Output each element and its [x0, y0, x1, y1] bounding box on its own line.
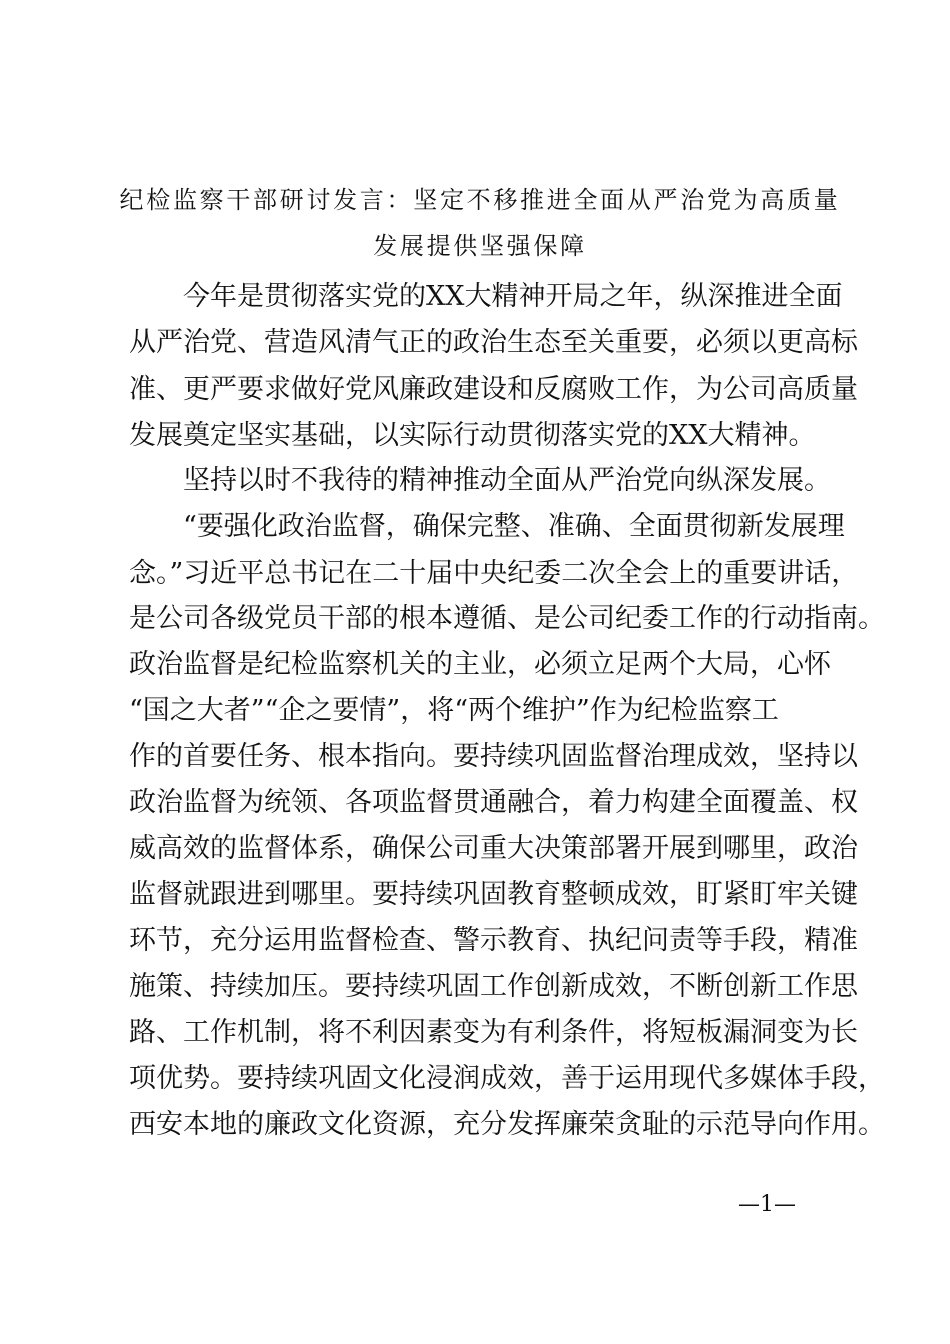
section-heading-line: 坚持以时不我待的精神推动全面从严治党向纵深发展。 — [183, 465, 831, 496]
paragraph-line-11: 作的首要任务、根本指向。要持续巩固监督治理成效，坚持以 — [129, 741, 858, 772]
paragraph-line-17: 路、工作机制，将不利因素变为有利条件，将短板漏洞变为长 — [129, 1017, 858, 1048]
paragraph-line-14: 监督就跟进到哪里。要持续巩固教育整顿成效，盯紧盯牢关键 — [129, 879, 858, 910]
paragraph-line-10: “国之大者”“企之要情”，将“两个维护”作为纪检监察工 — [129, 695, 779, 726]
document-title-line-2: 发展提供坚强保障 — [373, 232, 587, 260]
paragraph-line-9: 政治监督是纪检监察机关的主业，必须立足两个大局，心怀 — [129, 649, 831, 680]
paragraph-line-12: 政治监督为统领、各项监督贯通融合，着力构建全面覆盖、权 — [129, 787, 858, 818]
paragraph-line-1: 今年是贯彻落实党的XX大精神开局之年，纵深推进全面 — [183, 281, 843, 312]
paragraph-line-6: “要强化政治监督，确保完整、准确、全面贯彻新发展理 — [183, 511, 845, 542]
document-title-line-1: 纪检监察干部研讨发言：坚定不移推进全面从严治党为高质量 — [119, 186, 841, 214]
paragraph-line-13: 威高效的监督体系，确保公司重大决策部署开展到哪里，政治 — [129, 833, 858, 864]
paragraph-line-7: 念。”习近平总书记在二十届中央纪委二次全会上的重要讲话， — [129, 558, 859, 589]
paragraph-line-15: 环节，充分运用监督检查、警示教育、执纪问责等手段，精准 — [129, 925, 858, 956]
paragraph-line-8: 是公司各级党员干部的根本遵循、是公司纪委工作的行动指南。 — [129, 603, 885, 634]
paragraph-line-2: 从严治党、营造风清气正的政治生态至关重要，必须以更高标 — [129, 327, 858, 358]
paragraph-line-4: 发展奠定坚实基础，以实际行动贯彻落实党的XX大精神。 — [129, 420, 816, 451]
paragraph-line-16: 施策、持续加压。要持续巩固工作创新成效，不断创新工作思 — [129, 971, 858, 1002]
paragraph-line-3: 准、更严要求做好党风廉政建设和反腐败工作，为公司高质量 — [129, 374, 858, 405]
page-number: —1— — [738, 1192, 796, 1217]
paragraph-line-18: 项优势。要持续巩固文化浸润成效，善于运用现代多媒体手段， — [129, 1063, 885, 1094]
paragraph-line-19: 西安本地的廉政文化资源，充分发挥廉荣贪耻的示范导向作用。 — [129, 1109, 885, 1140]
